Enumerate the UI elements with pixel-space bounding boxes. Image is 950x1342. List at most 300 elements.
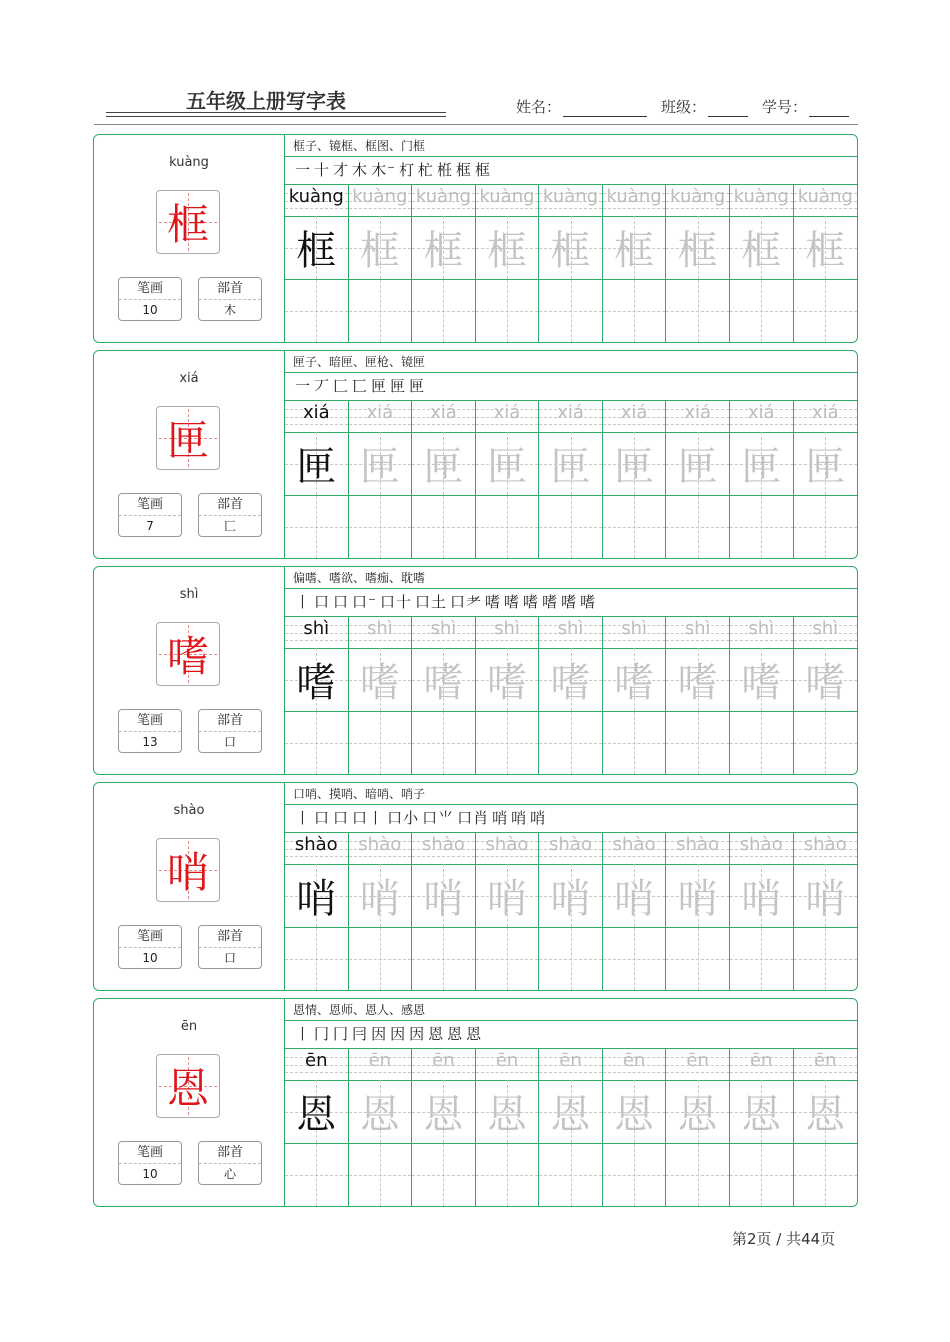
stroke-step: 嗜 (523, 593, 540, 611)
pinyin-tracing: shào (485, 834, 529, 855)
character-cell[interactable] (349, 1080, 412, 1144)
character-tracing: 框 (359, 228, 400, 274)
character-cell[interactable] (603, 432, 666, 496)
practice-column (349, 617, 413, 774)
pinyin-tracing: shì (748, 618, 775, 639)
stroke-step: 口丨 (352, 809, 385, 827)
character-cell[interactable] (476, 648, 539, 712)
practice-column (666, 185, 730, 342)
blank-practice-cell[interactable] (349, 928, 412, 990)
stroke-step: 丨 (295, 593, 312, 611)
stroke-step: 口耂 (450, 593, 483, 611)
character-cell[interactable] (666, 1080, 729, 1144)
class-field[interactable] (661, 96, 748, 117)
blank-practice-cell[interactable] (666, 280, 729, 342)
character-card (93, 350, 858, 559)
stroke-count-label: 笔画 (119, 494, 181, 516)
pinyin-tracing: xiá (302, 402, 330, 423)
pinyin-tracing: kuàng (352, 186, 408, 207)
blank-practice-cell[interactable] (476, 280, 539, 342)
radical-label: 部首 (199, 710, 261, 732)
pinyin-cell (412, 401, 475, 433)
character-cell[interactable] (603, 648, 666, 712)
stroke-count-label: 笔画 (119, 926, 181, 948)
pinyin-cell (476, 185, 539, 217)
character-cell[interactable] (539, 648, 602, 712)
pinyin-cell (794, 1049, 858, 1081)
character-cell[interactable] (603, 1080, 666, 1144)
practice-column (412, 401, 476, 558)
stroke-step: 恩 (466, 1025, 483, 1043)
character-cell[interactable] (603, 864, 666, 928)
stroke-count-value: 10 (142, 951, 158, 965)
stroke-step: 丨 (295, 809, 312, 827)
character-cell[interactable] (539, 1080, 602, 1144)
character-cell[interactable] (349, 648, 412, 712)
character-red: 嗜 (166, 632, 209, 681)
pinyin-cell (603, 401, 666, 433)
blank-practice-cell[interactable] (285, 712, 348, 774)
character-tracing: 匣 (614, 444, 655, 490)
pinyin-tracing: xiá (430, 402, 457, 423)
pinyin-tracing: shào (612, 834, 656, 855)
character-display-box (156, 406, 220, 470)
character-tracing: 框 (550, 228, 591, 274)
blank-practice-cell[interactable] (476, 496, 539, 558)
character-cell[interactable] (794, 432, 858, 496)
character-cell[interactable] (794, 864, 858, 928)
character-tracing: 嗜 (486, 660, 527, 706)
pinyin-cell (794, 617, 858, 649)
practice-column (349, 1049, 413, 1206)
pinyin-cell (349, 617, 412, 649)
character-pinyin: shào (173, 803, 205, 818)
character-cell[interactable] (476, 432, 539, 496)
character-pinyin: kuàng (169, 155, 209, 170)
practice-column (730, 1049, 794, 1206)
character-tracing: 哨 (614, 876, 655, 922)
pinyin-tracing: ēn (368, 1050, 392, 1071)
practice-column (476, 617, 540, 774)
pinyin-tracing: kuàng (797, 186, 853, 207)
page-number: 第2页 / 共44页 (732, 1230, 836, 1248)
stroke-step: 嗜 (485, 593, 502, 611)
character-info-panel (94, 567, 284, 774)
pinyin-cell (285, 1049, 348, 1081)
character-cell[interactable] (476, 1080, 539, 1144)
blank-practice-cell[interactable] (603, 496, 666, 558)
student-info-fields (516, 96, 863, 117)
character-tracing: 哨 (805, 876, 846, 922)
character-tracing: 匣 (296, 444, 337, 490)
character-tracing: 嗜 (741, 660, 782, 706)
pinyin-cell (794, 833, 858, 865)
name-blank[interactable] (563, 100, 647, 117)
blank-practice-cell[interactable] (476, 712, 539, 774)
stroke-step: 口十 (379, 593, 412, 611)
character-tracing: 哨 (296, 876, 337, 922)
stroke-count-value: 10 (142, 303, 158, 317)
character-display-box (156, 1054, 220, 1118)
name-label: 姓名： (516, 98, 562, 116)
character-cell[interactable] (794, 648, 858, 712)
character-cell[interactable] (666, 216, 729, 280)
pinyin-tracing: kuàng (415, 186, 471, 207)
character-cell[interactable] (666, 432, 729, 496)
stroke-count-label: 笔画 (119, 278, 181, 300)
character-tracing: 嗜 (359, 660, 400, 706)
character-cell[interactable] (730, 1080, 793, 1144)
pinyin-tracing: ēn (814, 1050, 837, 1071)
character-tracing: 哨 (741, 876, 782, 922)
blank-practice-cell[interactable] (412, 496, 475, 558)
pinyin-cell (666, 617, 729, 649)
blank-practice-cell[interactable] (476, 928, 539, 990)
pinyin-tracing: ēn (495, 1050, 519, 1071)
blank-practice-cell[interactable] (794, 1144, 858, 1206)
radical-box (198, 709, 262, 753)
pinyin-tracing: kuàng (479, 186, 535, 207)
character-cell[interactable] (349, 216, 412, 280)
practice-column (603, 185, 667, 342)
stroke-step: 框 (475, 161, 492, 179)
character-cell[interactable] (349, 432, 412, 496)
blank-practice-cell[interactable] (603, 280, 666, 342)
character-cell[interactable] (412, 864, 475, 928)
blank-practice-cell[interactable] (794, 712, 858, 774)
stroke-step: 冂 (333, 1025, 350, 1043)
stroke-step: 嗜 (580, 593, 597, 611)
stroke-step: 口⺌ (422, 809, 455, 827)
pinyin-cell (794, 401, 858, 433)
blank-practice-cell[interactable] (349, 712, 412, 774)
blank-practice-cell[interactable] (794, 928, 858, 990)
blank-practice-cell[interactable] (285, 1144, 348, 1206)
blank-practice-cell[interactable] (349, 280, 412, 342)
practice-column (794, 833, 858, 990)
stroke-step: 哨 (511, 809, 528, 827)
pinyin-tracing: ēn (686, 1050, 709, 1071)
stroke-step: 因 (409, 1025, 426, 1043)
practice-column (730, 833, 794, 990)
character-tracing: 匣 (359, 444, 400, 490)
character-tracing: 框 (296, 228, 337, 274)
character-card (93, 134, 858, 343)
blank-practice-cell[interactable] (666, 712, 729, 774)
practice-column (349, 185, 413, 342)
blank-practice-cell[interactable] (412, 712, 475, 774)
class-blank[interactable] (708, 100, 748, 117)
pinyin-tracing: xiá (366, 402, 394, 423)
pinyin-cell (539, 401, 602, 433)
practice-column (603, 833, 667, 990)
blank-practice-cell[interactable] (730, 928, 793, 990)
radical-value: 口 (223, 735, 236, 749)
character-cell[interactable] (412, 648, 475, 712)
practice-column (349, 401, 413, 558)
practice-panel (284, 783, 857, 990)
pinyin-tracing: shào (803, 834, 847, 855)
blank-practice-cell[interactable] (730, 1144, 793, 1206)
pinyin-tracing: kuàng (542, 186, 599, 207)
blank-practice-cell[interactable] (730, 496, 793, 558)
character-tracing: 匣 (550, 444, 591, 490)
pinyin-cell (349, 833, 412, 865)
practice-column (285, 1049, 349, 1206)
practice-column (539, 401, 603, 558)
pinyin-cell (539, 185, 602, 217)
practice-panel (284, 351, 857, 558)
character-info-panel (94, 135, 284, 342)
practice-column (539, 617, 603, 774)
pinyin-tracing: kuàng (606, 186, 662, 207)
pinyin-tracing: shào (549, 834, 592, 855)
pinyin-cell (730, 185, 793, 217)
class-label: 班级： (661, 98, 707, 116)
character-tracing: 嗜 (677, 660, 718, 706)
pinyin-cell (476, 1049, 539, 1081)
practice-grid (285, 833, 857, 990)
stroke-step: 恩 (428, 1025, 445, 1043)
practice-column (476, 185, 540, 342)
stroke-count-value: 13 (142, 735, 158, 749)
title-underline (106, 112, 446, 113)
stroke-step: 匚 (333, 377, 350, 395)
pinyin-tracing: shào (294, 834, 338, 855)
practice-column (412, 833, 476, 990)
character-tracing: 嗜 (550, 660, 591, 706)
blank-practice-cell[interactable] (476, 1144, 539, 1206)
character-red: 匣 (166, 416, 209, 465)
character-tracing: 框 (486, 228, 527, 274)
pinyin-tracing: shào (739, 834, 783, 855)
radical-label: 部首 (199, 1142, 261, 1164)
blank-practice-cell[interactable] (539, 712, 602, 774)
character-card (93, 566, 858, 775)
blank-practice-cell[interactable] (412, 928, 475, 990)
title-underline-2 (106, 116, 446, 117)
blank-practice-cell[interactable] (666, 1144, 729, 1206)
practice-column (794, 617, 858, 774)
practice-panel (284, 999, 857, 1206)
number-field[interactable] (762, 96, 849, 117)
blank-practice-cell[interactable] (285, 496, 348, 558)
number-blank[interactable] (809, 100, 849, 117)
character-cell[interactable] (794, 216, 858, 280)
practice-column (412, 617, 476, 774)
pinyin-cell (730, 1049, 793, 1081)
blank-practice-cell[interactable] (730, 712, 793, 774)
blank-practice-cell[interactable] (603, 1144, 666, 1206)
character-cell[interactable] (285, 216, 348, 280)
pinyin-cell (349, 1049, 412, 1081)
stroke-step: 十 (314, 161, 331, 179)
pinyin-cell (349, 185, 412, 217)
stroke-step: 木 (352, 161, 369, 179)
character-cell[interactable] (666, 648, 729, 712)
stroke-step: 哨 (492, 809, 509, 827)
word-examples: 偏嗜、嗜欲、嗜痂、耽嗜 (285, 567, 857, 589)
stroke-step: 嗜 (561, 593, 578, 611)
pinyin-cell (412, 833, 475, 865)
pinyin-cell (476, 833, 539, 865)
character-cell[interactable] (349, 864, 412, 928)
stroke-step: 丆 (314, 377, 331, 395)
character-cell[interactable] (412, 432, 475, 496)
character-cell[interactable] (730, 432, 793, 496)
character-cell[interactable] (794, 1080, 858, 1144)
blank-practice-cell[interactable] (730, 280, 793, 342)
blank-practice-cell[interactable] (603, 712, 666, 774)
character-cell[interactable] (730, 864, 793, 928)
practice-column (539, 1049, 603, 1206)
character-cell[interactable] (285, 864, 348, 928)
practice-column (666, 617, 730, 774)
character-cell[interactable] (666, 864, 729, 928)
pinyin-cell (285, 833, 348, 865)
character-cell[interactable] (285, 1080, 348, 1144)
character-cell[interactable] (285, 648, 348, 712)
pinyin-tracing: kuàng (288, 186, 344, 207)
character-card (93, 782, 858, 991)
practice-column (730, 185, 794, 342)
practice-grid (285, 617, 857, 774)
practice-panel (284, 567, 857, 774)
practice-panel (284, 135, 857, 342)
blank-practice-cell[interactable] (412, 280, 475, 342)
pinyin-tracing: kuàng (733, 186, 789, 207)
pinyin-cell (412, 617, 475, 649)
blank-practice-cell[interactable] (285, 928, 348, 990)
pinyin-cell (476, 401, 539, 433)
character-cell[interactable] (539, 432, 602, 496)
character-tracing: 框 (741, 228, 782, 274)
stroke-step: 框 (456, 161, 473, 179)
pinyin-tracing: shì (684, 618, 711, 639)
number-label: 学号： (762, 98, 808, 116)
stroke-step: 朾 (398, 161, 415, 179)
blank-practice-cell[interactable] (539, 1144, 602, 1206)
character-cell[interactable] (730, 216, 793, 280)
word-examples: 口哨、摸哨、暗哨、哨子 (285, 783, 857, 805)
stroke-step: 口肖 (457, 809, 490, 827)
pinyin-tracing: shì (812, 618, 839, 639)
character-cell[interactable] (730, 648, 793, 712)
stroke-step: 嗜 (542, 593, 559, 611)
character-cell[interactable] (476, 864, 539, 928)
radical-box (198, 493, 262, 537)
character-cell[interactable] (476, 216, 539, 280)
stroke-count-value: 7 (146, 519, 154, 533)
radical-label: 部首 (199, 926, 261, 948)
character-tracing: 恩 (359, 1092, 400, 1138)
practice-column (412, 1049, 476, 1206)
pinyin-tracing: xiá (557, 402, 584, 423)
radical-label: 部首 (199, 494, 261, 516)
blank-practice-cell[interactable] (539, 496, 602, 558)
blank-practice-cell[interactable] (794, 496, 858, 558)
character-tracing: 哨 (550, 876, 591, 922)
practice-column (666, 833, 730, 990)
character-tracing: 匣 (423, 444, 464, 490)
pinyin-cell (666, 185, 729, 217)
character-tracing: 恩 (741, 1092, 782, 1138)
pinyin-cell (285, 401, 348, 433)
stroke-step: 口土 (414, 593, 447, 611)
word-examples: 恩情、恩师、恩人、感恩 (285, 999, 857, 1021)
practice-grid (285, 401, 857, 558)
practice-column (666, 401, 730, 558)
practice-grid (285, 1049, 857, 1206)
stroke-step: 口小 (387, 809, 420, 827)
pinyin-cell (603, 1049, 666, 1081)
pinyin-tracing: ēn (432, 1050, 455, 1071)
practice-column (730, 617, 794, 774)
character-cell[interactable] (539, 864, 602, 928)
blank-practice-cell[interactable] (349, 1144, 412, 1206)
practice-column (285, 833, 349, 990)
stroke-step: 恩 (447, 1025, 464, 1043)
header-divider (94, 124, 858, 125)
character-tracing: 恩 (486, 1092, 527, 1138)
character-cell[interactable] (603, 216, 666, 280)
character-cell[interactable] (285, 432, 348, 496)
stroke-count-box (118, 709, 182, 753)
pinyin-cell (794, 185, 858, 217)
stroke-step: 匣 (371, 377, 388, 395)
radical-label: 部首 (199, 278, 261, 300)
blank-practice-cell[interactable] (349, 496, 412, 558)
practice-column (666, 1049, 730, 1206)
blank-practice-cell[interactable] (603, 928, 666, 990)
blank-practice-cell[interactable] (539, 280, 602, 342)
pinyin-cell (603, 185, 666, 217)
character-tracing: 框 (805, 228, 846, 274)
character-cell[interactable] (539, 216, 602, 280)
character-cell[interactable] (412, 216, 475, 280)
blank-practice-cell[interactable] (539, 928, 602, 990)
character-tracing: 嗜 (614, 660, 655, 706)
practice-column (539, 185, 603, 342)
practice-column (412, 185, 476, 342)
pinyin-cell (285, 185, 348, 217)
name-field[interactable] (516, 96, 647, 117)
stroke-order (285, 804, 857, 833)
blank-practice-cell[interactable] (285, 280, 348, 342)
blank-practice-cell[interactable] (666, 496, 729, 558)
blank-practice-cell[interactable] (666, 928, 729, 990)
character-tracing: 匣 (741, 444, 782, 490)
radical-box (198, 925, 262, 969)
pinyin-cell (349, 401, 412, 433)
character-tracing: 恩 (614, 1092, 655, 1138)
character-tracing: 框 (423, 228, 464, 274)
radical-value: 匚 (223, 519, 236, 533)
pinyin-tracing: kuàng (670, 186, 726, 207)
blank-practice-cell[interactable] (794, 280, 858, 342)
stroke-step: 栣 (437, 161, 454, 179)
blank-practice-cell[interactable] (412, 1144, 475, 1206)
character-cell[interactable] (412, 1080, 475, 1144)
stroke-step: 冃 (352, 1025, 369, 1043)
practice-column (603, 617, 667, 774)
stroke-step: 口 (314, 593, 331, 611)
stroke-count-box (118, 925, 182, 969)
practice-column (603, 1049, 667, 1206)
pinyin-cell (666, 833, 729, 865)
radical-value: 心 (223, 1167, 236, 1181)
word-examples: 框子、镜框、框图、门框 (285, 135, 857, 157)
